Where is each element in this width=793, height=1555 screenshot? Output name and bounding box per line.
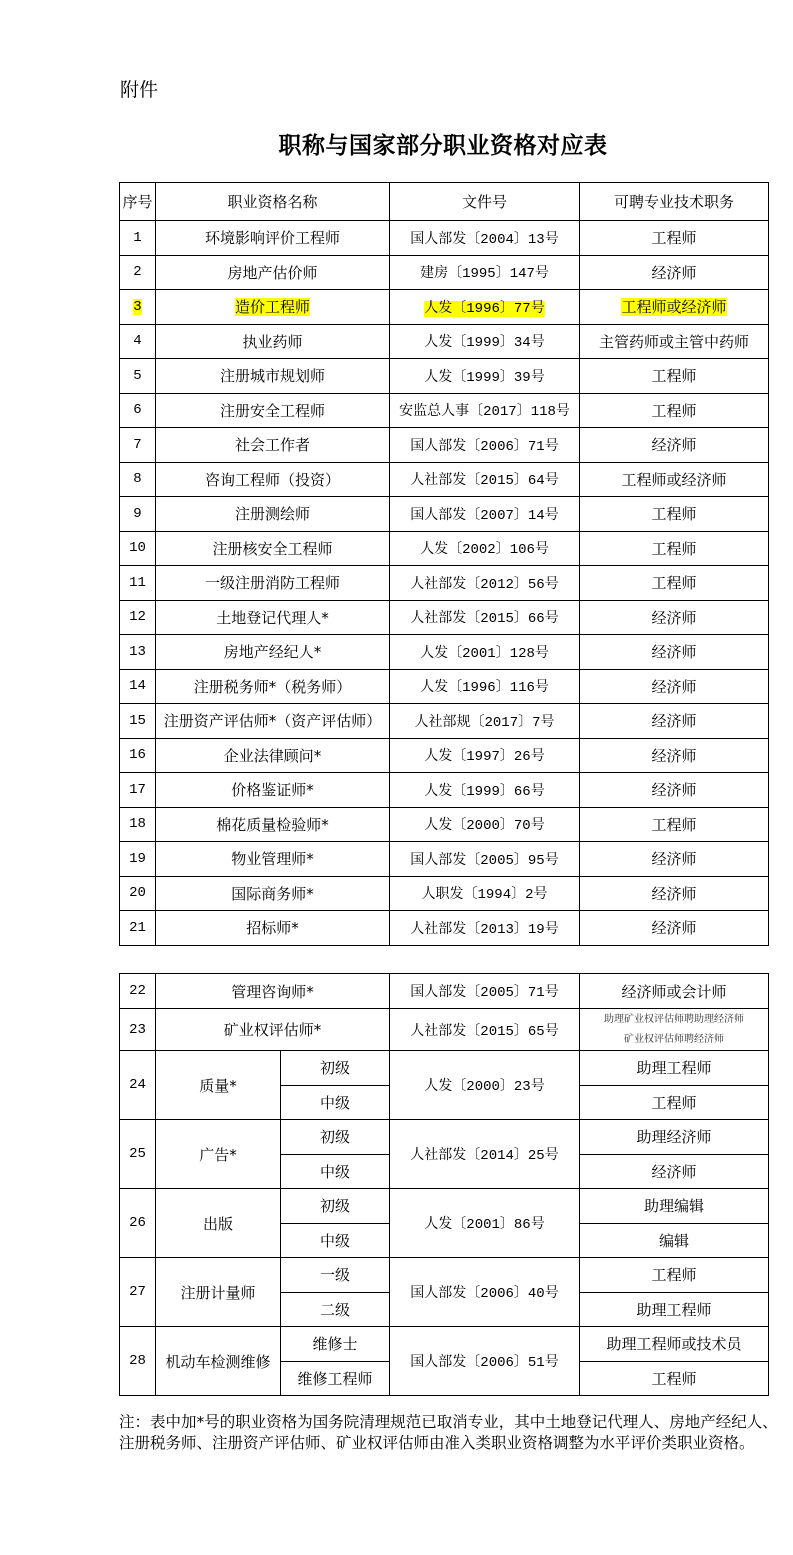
row-no [120,566,156,601]
row-name: 广告* [156,1120,281,1189]
page-title: 职称与国家部分职业资格对应表 [278,132,608,159]
row-name [156,773,390,808]
row-name: 矿业权评估师* [156,1009,390,1051]
row-level: 维修工程师 [281,1361,390,1396]
row-name-text: 价格鉴证师* [231,781,314,800]
row-no-text: 9 [133,505,142,522]
table-row [120,1009,769,1051]
row-no-text: 17 [129,781,146,798]
table-row [120,428,769,463]
row-name [156,911,390,946]
row-no: 23 [120,1009,156,1051]
row-name [156,566,390,601]
row-title-text: 经济师 [651,884,697,903]
row-doc-text: 人社部发〔2013〕19号 [410,921,559,938]
row-name [156,635,390,670]
row-title: 助理工程师 [580,1051,769,1086]
row-title-text: 经济师 [651,643,697,662]
row-name [156,393,390,428]
row-title: 工程师 [580,1085,769,1120]
row-no [120,704,156,739]
row-doc-text: 人发〔2002〕106号 [420,542,549,559]
table-row [120,669,769,704]
row-name [156,324,390,359]
row-name [156,600,390,635]
row-name-text: 执业药师 [242,332,303,351]
row-doc [390,876,580,911]
row-no-text: 6 [133,402,142,419]
row-no-text: 13 [129,643,146,660]
header-no: 序号 [120,183,156,221]
qualification-table-continued [119,973,769,1396]
row-doc: 国人部发〔2005〕71号 [390,974,580,1009]
row-name [156,497,390,532]
row-name-text: 社会工作者 [234,436,310,455]
row-doc-text: 人社部规〔2017〕7号 [414,714,555,731]
row-title [580,531,769,566]
row-name-text: 房地产估价师 [227,263,318,282]
row-title: 助理工程师 [580,1292,769,1327]
row-no-text: 5 [133,367,142,384]
row-name-text: 环境影响评价工程师 [204,229,340,248]
row-doc [390,807,580,842]
row-title-text: 工程师 [651,401,697,420]
row-doc: 人社部发〔2014〕25号 [390,1120,580,1189]
table-row [120,531,769,566]
table-row [120,393,769,428]
table-row [120,974,769,1009]
header-doc: 文件号 [390,183,580,221]
row-title [580,462,769,497]
row-title [580,255,769,290]
header-title: 可聘专业技术职务 [580,183,769,221]
row-doc [390,462,580,497]
table-row [120,462,769,497]
row-title [580,842,769,877]
qualification-table [119,182,769,946]
row-doc [390,669,580,704]
row-no [120,531,156,566]
row-no: 22 [120,974,156,1009]
row-name [156,704,390,739]
row-doc [390,290,580,325]
row-doc [390,704,580,739]
row-doc [390,221,580,256]
row-name [156,290,390,325]
row-title [580,428,769,463]
row-no [120,393,156,428]
row-level: 中级 [281,1223,390,1258]
row-title-text: 工程师 [651,539,697,558]
row-doc-text: 人社部发〔2015〕66号 [410,611,559,628]
row-name-text: 注册资产评估师*（资产评估师） [163,712,382,731]
row-name [156,359,390,394]
row-doc [390,566,580,601]
row-title-line2: 矿业权评估师聘经济师 [624,1033,725,1045]
row-name-text: 注册城市规划师 [219,367,325,386]
row-title-text: 主管药师或主管中药师 [598,332,749,351]
row-name-text: 咨询工程师（投资） [204,470,340,489]
row-no: 27 [120,1258,156,1327]
row-doc-text: 国人部发〔2004〕13号 [410,231,559,248]
table-row [120,842,769,877]
row-no [120,669,156,704]
table-row [120,704,769,739]
table-row [120,359,769,394]
row-no [120,635,156,670]
row-doc [390,738,580,773]
row-name [156,842,390,877]
row-no-text: 16 [129,747,146,764]
row-title: 助理经济师 [580,1120,769,1155]
row-doc: 人社部发〔2015〕65号 [390,1009,580,1051]
row-title-text: 经济师 [651,781,697,800]
row-doc [390,393,580,428]
table-row [120,566,769,601]
row-no: 28 [120,1327,156,1396]
row-no [120,324,156,359]
row-no-text: 11 [129,574,146,591]
row-name: 注册计量师 [156,1258,281,1327]
row-no [120,773,156,808]
row-doc [390,255,580,290]
row-doc-text: 人社部发〔2015〕64号 [410,473,559,490]
row-doc-text: 人发〔2000〕70号 [424,818,545,835]
row-doc-text: 人社部发〔2012〕56号 [410,576,559,593]
header-name: 职业资格名称 [156,183,390,221]
row-title [580,911,769,946]
row-title-line1: 助理矿业权评估师聘助理经济师 [604,1013,745,1025]
row-title [580,324,769,359]
table-row [120,290,769,325]
row-name-text: 土地登记代理人* [216,608,329,627]
row-doc [390,600,580,635]
table-row [120,1327,769,1362]
row-title-text: 经济师 [651,746,697,765]
row-name: 出版 [156,1189,281,1258]
row-name [156,462,390,497]
row-level: 二级 [281,1292,390,1327]
row-doc-text: 国人部发〔2007〕14号 [410,507,559,524]
row-no-text: 14 [129,678,146,695]
row-no-text: 2 [133,264,142,281]
row-doc-text: 国人部发〔2006〕71号 [410,438,559,455]
row-title-text: 工程师或经济师 [621,470,727,489]
table-row [120,1051,769,1086]
row-doc: 国人部发〔2006〕40号 [390,1258,580,1327]
row-title-text: 经济师 [651,850,697,869]
row-name [156,669,390,704]
row-no-text: 10 [129,540,146,557]
row-title [580,807,769,842]
row-name-text: 国际商务师* [231,884,314,903]
row-level: 初级 [281,1051,390,1086]
table-header-row [120,183,769,221]
row-title-text: 经济师 [651,608,697,627]
row-title [580,566,769,601]
table-row [120,1189,769,1224]
row-no-text: 4 [133,333,142,350]
row-doc-text: 人发〔1996〕116号 [420,680,549,697]
table-row [120,807,769,842]
row-level: 初级 [281,1189,390,1224]
row-doc [390,531,580,566]
row-no-text: 15 [129,712,146,729]
row-doc-text: 人发〔1999〕39号 [424,369,545,386]
row-no [120,842,156,877]
row-title: 经济师 [580,1154,769,1189]
row-doc-text: 安监总人事〔2017〕118号 [399,404,570,421]
row-name [156,807,390,842]
table-row [120,1120,769,1155]
table-row [120,255,769,290]
row-title: 编辑 [580,1223,769,1258]
row-doc [390,497,580,532]
table-row [120,221,769,256]
row-name [156,255,390,290]
row-title-text: 经济师 [651,712,697,731]
row-no [120,290,156,325]
table-row [120,1258,769,1293]
table-row [120,635,769,670]
table-row [120,324,769,359]
row-doc [390,359,580,394]
row-doc-text: 人发〔1996〕77号 [424,300,545,317]
row-title-text: 经济师 [651,436,697,455]
row-name-text: 造价工程师 [234,298,310,317]
row-no [120,462,156,497]
table-row [120,773,769,808]
row-title-text: 工程师 [651,815,697,834]
row-doc [390,428,580,463]
row-level: 中级 [281,1085,390,1120]
row-no [120,497,156,532]
row-title-text: 经济师 [651,919,697,938]
attachment-label: 附件 [120,79,159,101]
row-name-text: 一级注册消防工程师 [204,574,340,593]
row-doc-text: 建房〔1995〕147号 [420,266,549,283]
row-no-text: 18 [129,816,146,833]
row-no [120,428,156,463]
row-title [580,393,769,428]
row-title-text: 工程师 [651,367,697,386]
row-title-text: 经济师 [651,677,697,696]
row-doc-text: 人发〔1999〕66号 [424,783,545,800]
row-name: 管理咨询师* [156,974,390,1009]
row-title [580,600,769,635]
row-doc [390,842,580,877]
row-name [156,531,390,566]
row-no-text: 12 [129,609,146,626]
row-title [580,738,769,773]
row-no [120,876,156,911]
row-doc [390,773,580,808]
row-name-text: 房地产经纪人* [223,643,322,662]
row-doc [390,635,580,670]
row-title-text: 工程师 [651,574,697,593]
row-name-text: 企业法律顾问* [223,746,322,765]
row-no-text: 1 [133,229,142,246]
row-title: 助理工程师或技术员 [580,1327,769,1362]
row-name-text: 注册税务师*（税务师） [193,677,352,696]
row-no-text: 3 [133,298,142,315]
row-no-text: 8 [133,471,142,488]
row-doc: 人发〔2001〕86号 [390,1189,580,1258]
row-no-text: 19 [129,850,146,867]
row-no [120,221,156,256]
row-title-text: 工程师 [651,505,697,524]
row-name-text: 注册测绘师 [234,505,310,524]
row-title [580,221,769,256]
row-doc-text: 人职发〔1994〕2号 [421,887,548,904]
row-doc: 人发〔2000〕23号 [390,1051,580,1120]
table-row [120,738,769,773]
row-no [120,807,156,842]
row-title [580,359,769,394]
table-row [120,600,769,635]
row-no-text: 7 [133,436,142,453]
row-name [156,428,390,463]
row-no-text: 20 [129,885,146,902]
row-title [580,635,769,670]
row-no [120,738,156,773]
row-title [580,1009,769,1051]
row-name [156,738,390,773]
row-no [120,911,156,946]
row-name-text: 棉花质量检验师* [216,815,329,834]
row-no [120,359,156,394]
row-name [156,221,390,256]
row-no: 26 [120,1189,156,1258]
row-doc-text: 人发〔1999〕34号 [424,335,545,352]
row-doc-text: 国人部发〔2005〕95号 [410,852,559,869]
row-title [580,876,769,911]
row-name: 质量* [156,1051,281,1120]
table-row [120,911,769,946]
row-level: 一级 [281,1258,390,1293]
row-no [120,600,156,635]
row-name-text: 招标师* [246,919,299,938]
footnote: 注：表中加*号的职业资格为国务院清理规范已取消专业，其中土地登记代理人、房地产经纪人、注册税务师、注册资产评估师、矿业权评估师由准入类职业资格调整为水平评价类职业资格。 [119,1413,778,1452]
row-title: 工程师 [580,1361,769,1396]
row-title [580,773,769,808]
table-row [120,497,769,532]
row-name-text: 物业管理师* [231,850,314,869]
row-name-text: 注册安全工程师 [219,401,325,420]
row-name: 机动车检测维修 [156,1327,281,1396]
row-title-text: 工程师或经济师 [621,298,727,317]
row-name [156,876,390,911]
row-title [580,290,769,325]
row-name-text: 注册核安全工程师 [212,539,333,558]
row-level: 初级 [281,1120,390,1155]
row-title-text: 工程师 [651,229,697,248]
table-row [120,876,769,911]
row-title: 助理编辑 [580,1189,769,1224]
row-no: 24 [120,1051,156,1120]
row-doc [390,911,580,946]
row-no: 25 [120,1120,156,1189]
row-doc-text: 人发〔2001〕128号 [420,645,549,662]
row-title [580,704,769,739]
row-doc-text: 人发〔1997〕26号 [424,749,545,766]
row-title: 工程师 [580,1258,769,1293]
row-doc: 国人部发〔2006〕51号 [390,1327,580,1396]
row-title [580,669,769,704]
row-level: 中级 [281,1154,390,1189]
row-level: 维修士 [281,1327,390,1362]
row-title [580,497,769,532]
row-no-text: 21 [129,919,146,936]
row-doc [390,324,580,359]
row-title-text: 经济师 [651,263,697,282]
row-no [120,255,156,290]
row-title: 经济师或会计师 [580,974,769,1009]
